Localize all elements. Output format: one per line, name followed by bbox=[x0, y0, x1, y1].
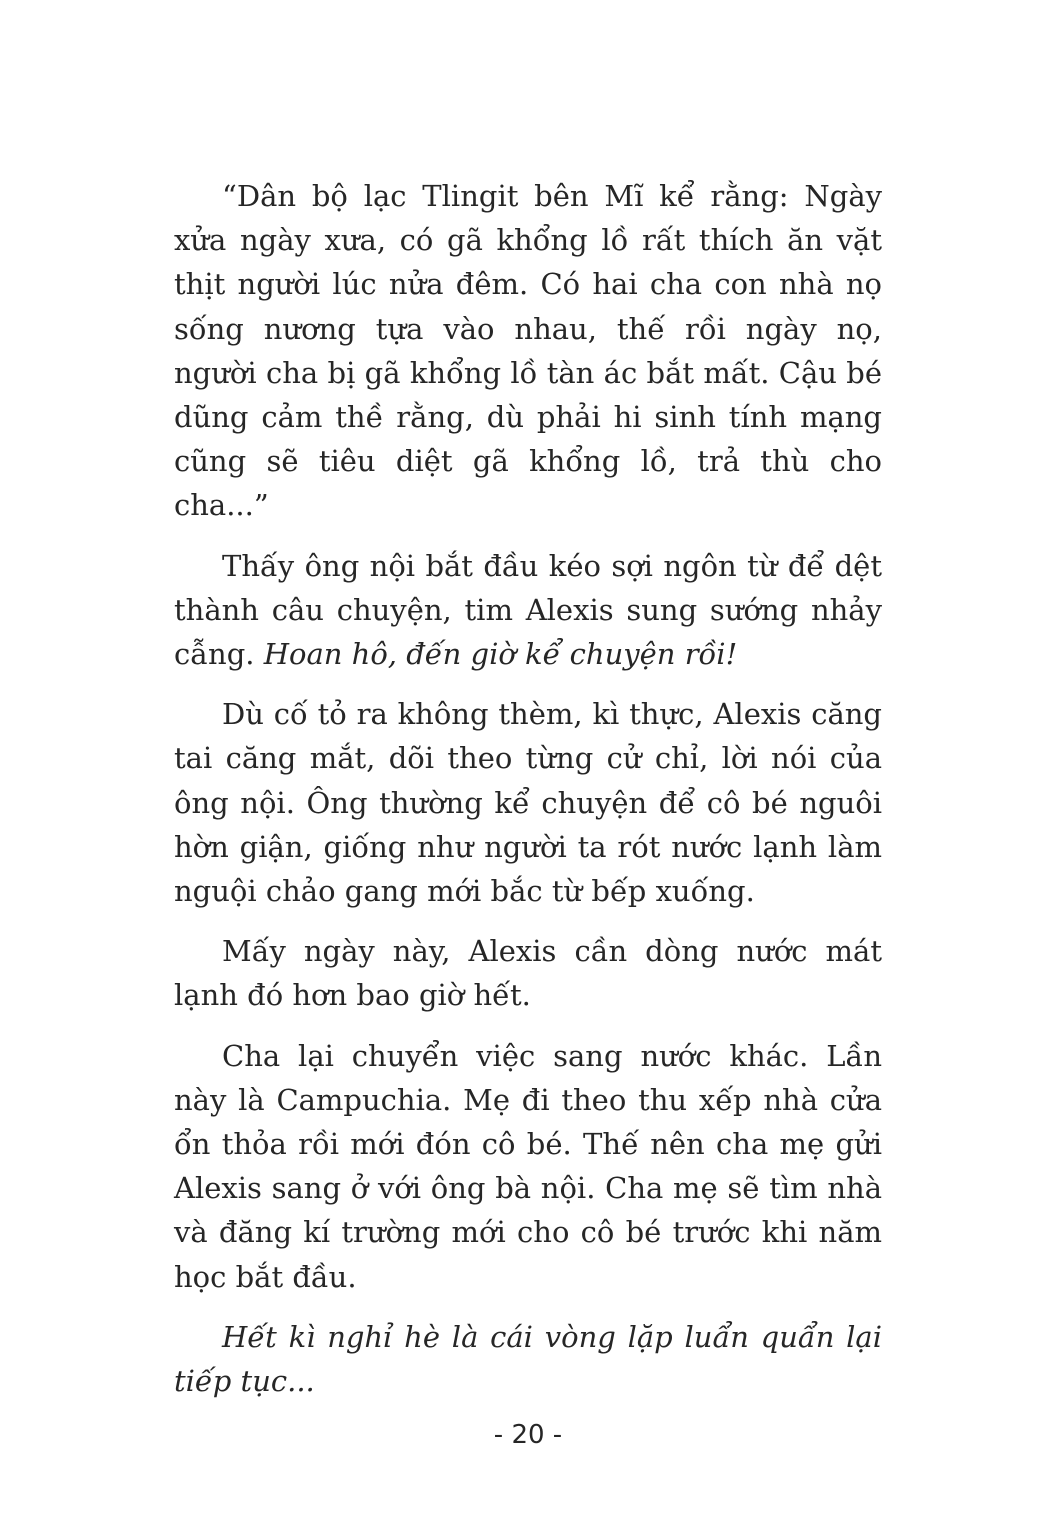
paragraph-2-text: Thấy ông nội bắt đầu kéo sợi ngôn từ để dệt thành câu chuyện, tim Alexis sung sướng nhảy cẫng. bbox=[174, 548, 882, 672]
page-number: - 20 - bbox=[493, 1420, 563, 1450]
paragraph-3: Dù cố tỏ ra không thèm, kì thực, Alexis căng tai căng mắt, dõi theo từng cử chỉ, lời nói của ông nội. Ông thường kể chuyện để cô bé nguôi hờn giận, giống như người ta rót nước lạnh làm nguội chảo gang mới bắc từ bếp xuống. bbox=[174, 697, 882, 909]
paragraph-6: Hết kì nghỉ hè là cái vòng lặp luẩn quẩn lại tiếp tục... bbox=[174, 1319, 882, 1399]
page-body bbox=[174, 174, 882, 1419]
paragraph-2-italic: Hoan hô, đến giờ kể chuyện rồi! bbox=[263, 637, 738, 672]
paragraph-2 bbox=[174, 544, 882, 677]
paragraph-5: Cha lại chuyển việc sang nước khác. Lần này là Campuchia. Mẹ đi theo thu xếp nhà cửa ổn thỏa rồi mới đón cô bé. Thế nên cha mẹ gửi Alexis sang ở với ông bà nội. Cha mẹ sẽ tìm nhà và đăng kí trường mới cho cô bé trước khi năm học bắt đầu. bbox=[174, 1038, 882, 1294]
paragraph-4: Mấy ngày này, Alexis cần dòng nước mát lạnh đó hơn bao giờ hết. bbox=[174, 934, 882, 1013]
paragraph-1: “Dân bộ lạc Tlingit bên Mĩ kể rằng: Ngày xửa ngày xưa, có gã khổng lồ rất thích ăn vặt thịt người lúc nửa đêm. Có hai cha con nhà nọ sống nương tựa vào nhau, thế rồi ngày nọ, người cha bị gã khổng lồ tàn ác bắt mất. Cậu bé dũng cảm thề rằng, dù phải hi sinh tính mạng cũng sẽ tiêu diệt gã khổng lồ, trả thù cho cha...” bbox=[174, 179, 882, 523]
